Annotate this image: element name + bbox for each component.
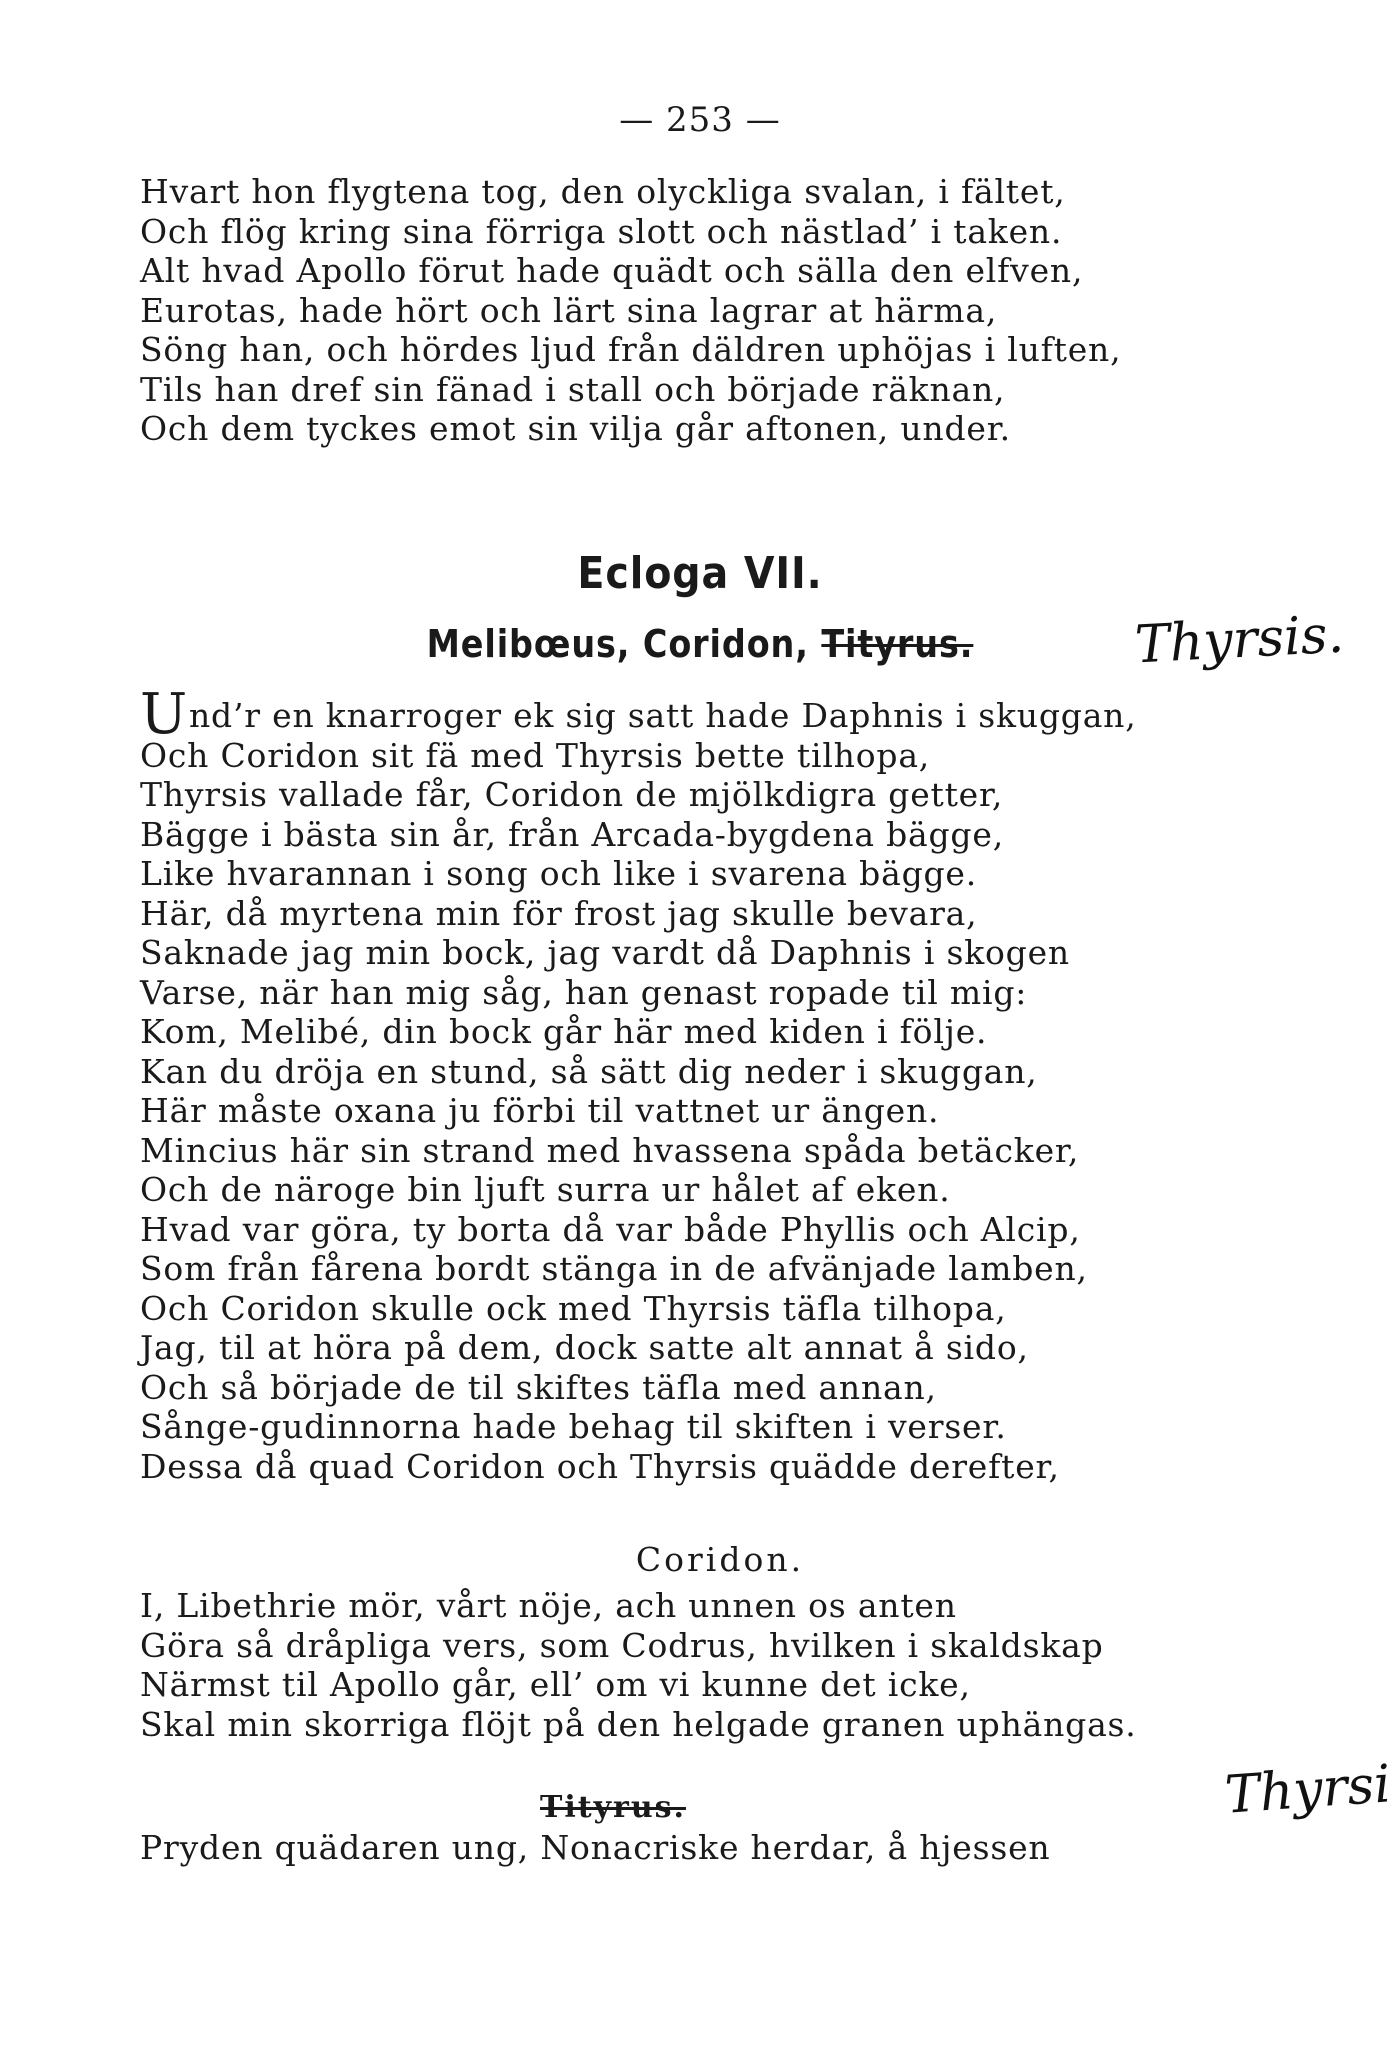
verse-line: Närmst til Apollo går, ell’ om vi kunne det icke, xyxy=(140,1665,971,1704)
verse-line: Like hvarannan i song och like i svarena bägge. xyxy=(140,854,978,893)
verse-line: Och dem tyckes emot sin vilja går aftonen, under. xyxy=(140,409,1011,448)
verse-line: Och de näroge bin ljuft surra ur hålet af eken. xyxy=(140,1170,951,1209)
handwritten-annotation: Thyrsis. xyxy=(1133,604,1346,676)
struck-character-name: Tityrus. xyxy=(821,622,974,666)
verse-line: Och så började de til skiftes täfla med annan, xyxy=(140,1367,937,1407)
verse-line: Alt hvad Apollo förut hade quädt och sälla den elfven, xyxy=(140,251,1084,290)
verse-line: Hvad var göra, ty borta då var både Phyllis och Alcip, xyxy=(140,1209,1081,1249)
verse-line-first xyxy=(140,682,1137,747)
handwritten-annotation: Thyrsi xyxy=(1223,1754,1393,1826)
verse-line: Skal min skorriga flöjt på den helgade granen uphängas. xyxy=(140,1704,1137,1744)
character-names: Melibœus, Coridon, xyxy=(426,622,809,666)
verse-line: Som från fårena bordt stänga in de afvänjade lamben, xyxy=(140,1249,1088,1288)
verse-line: Kan du dröja en stund, så sätt dig neder i skuggan, xyxy=(140,1051,1038,1091)
verse-line: Thyrsis vallade får, Coridon de mjölkdigra getter, xyxy=(140,775,1004,814)
verse-line: Söng han, och hördes ljud från däldren uphöjas i luften, xyxy=(140,330,1122,369)
verse-line: Sånge-gudinnorna hade behag til skiften i verser. xyxy=(140,1407,1007,1446)
stanza-1 xyxy=(140,172,1120,449)
verse-line: Tils han dref sin fänad i stall och började räknan, xyxy=(140,369,1006,409)
verse-line: Varse, när han mig såg, han genast ropade til mig: xyxy=(140,972,1028,1012)
page-number: — 253 — xyxy=(619,100,781,140)
drop-cap: U xyxy=(140,682,188,747)
verse-line: Här, då myrtena min för frost jag skulle bevara, xyxy=(140,893,978,933)
struck-speaker-heading: Tityrus. xyxy=(540,1790,686,1825)
verse-line: Saknade jag min bock, jag vardt då Daphnis i skogen xyxy=(140,933,1070,972)
verse-line: Kom, Melibé, din bock går här med kiden i följe. xyxy=(140,1012,988,1051)
verse-line: Och Coridon skulle ock med Thyrsis täfla tilhopa, xyxy=(140,1288,1007,1328)
verse-line: Bägge i bästa sin år, från Arcada-bygdena bägge, xyxy=(140,814,1004,854)
verse-line: I, Libethrie mör, vårt nöje, ach unnen os anten xyxy=(140,1586,957,1625)
stanza-3 xyxy=(140,1586,1137,1744)
verse-line: Och Coridon sit fä med Thyrsis bette tilhopa, xyxy=(140,735,931,775)
verse-line: Pryden quädaren ung, Nonacriske herdar, å hjessen xyxy=(140,1828,1051,1867)
verse-line: Dessa då quad Coridon och Thyrsis quädde derefter, xyxy=(140,1446,1060,1486)
character-list xyxy=(84,622,1316,666)
verse-line: Jag, til at höra på dem, dock satte alt annat å sido, xyxy=(140,1328,1029,1367)
section-title: Ecloga VII. xyxy=(577,548,823,599)
verse-line: Eurotas, hade hört och lärt sina lagrar at härma, xyxy=(140,290,998,330)
verse-line: Hvart hon flygtena tog, den olyckliga svalan, i fältet, xyxy=(140,172,1066,211)
verse-line: Mincius här sin strand med hvassena spåda betäcker, xyxy=(140,1130,1080,1170)
speaker-heading: Coridon. xyxy=(635,1540,805,1579)
verse-line: Och flög kring sina förriga slott och nästlad’ i taken. xyxy=(140,211,1063,251)
verse-line: Här måste oxana ju förbi til vattnet ur ängen. xyxy=(140,1091,940,1130)
stanza-2 xyxy=(140,682,1137,1486)
verse-line: Göra så dråpliga vers, som Codrus, hvilken i skaldskap xyxy=(140,1625,1104,1665)
verse-line-rest: nd’r en knarroger ek sig satt hade Daphnis i skuggan, xyxy=(189,696,1137,735)
